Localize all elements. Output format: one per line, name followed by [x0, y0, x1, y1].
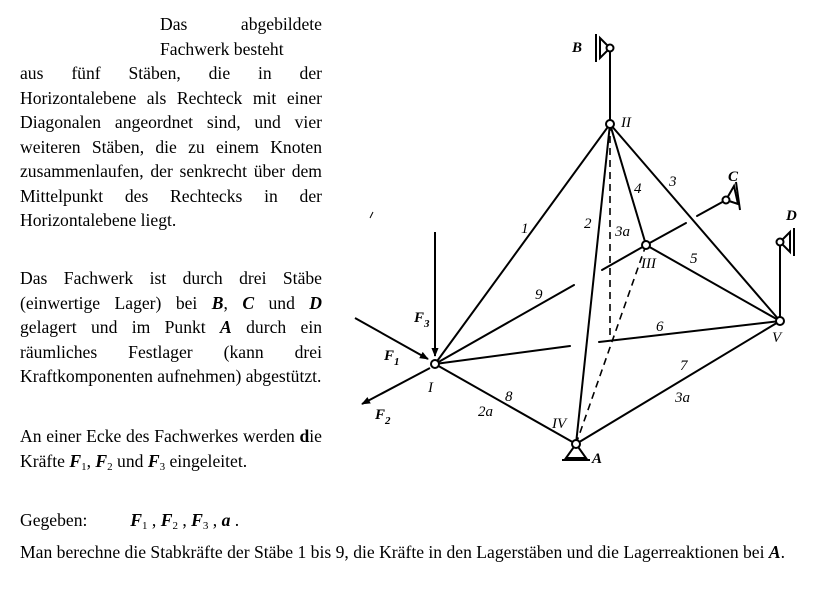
label-force-f1-letter: F	[384, 348, 395, 364]
label-force-f3	[413, 310, 430, 330]
label-node-iii: III	[641, 256, 656, 272]
support-c-symbol	[726, 182, 740, 210]
given-f2: F	[160, 510, 173, 530]
support-text-2: ,	[223, 292, 243, 313]
task-text-2: .	[780, 542, 786, 562]
label-node-iv: IV	[552, 416, 567, 432]
label-support-d: D	[786, 208, 797, 224]
bar-6a	[435, 346, 570, 364]
label-node-i: I	[428, 380, 433, 396]
support-label-b: B	[211, 292, 224, 313]
support-label-a: A	[220, 317, 232, 337]
support-text-3: und	[254, 292, 310, 313]
label-dim-3a-bottom: 3a	[675, 390, 690, 406]
label-force-f1	[383, 348, 400, 368]
given-f3: F	[191, 510, 203, 530]
bar-5	[646, 245, 780, 321]
given-end: .	[230, 510, 240, 530]
forces-f2-index: 2	[107, 460, 113, 473]
intro-first-line: Das abgebildete Fachwerk besteht	[160, 14, 322, 59]
label-force-f2-letter: F	[375, 407, 386, 423]
node-b	[607, 45, 614, 52]
forces-text-1: An einer Ecke des Fachwerkes werden	[20, 426, 300, 446]
bar-3	[610, 124, 780, 321]
node-ii	[606, 120, 614, 128]
label-force-f3-index: 3	[424, 318, 430, 330]
label-bar-5: 5	[690, 251, 698, 267]
label-force-f1-index: 1	[394, 356, 400, 368]
intro-rest: aus fünf Stäben, die in der Horizontalebene als Rechteck mit einer Diagonalen angeordnet sind, und vier weiteren Stäben, die zu einem Knoten zusammenlaufen, der senkrecht über dem Mittelpunkt des Rechtecks in der Horizontalebene liegt.	[20, 63, 322, 230]
forces-bold-d: d	[299, 426, 310, 446]
label-bar-3: 3	[669, 174, 677, 190]
support-bar-c-2	[697, 200, 726, 216]
support-text-4: gelagert und im Punkt	[20, 317, 221, 337]
support-label-d: D	[309, 292, 323, 313]
bar-6b	[599, 321, 780, 342]
bar-9a	[435, 285, 574, 364]
given-f1-index: 1	[141, 520, 148, 532]
node-iii	[642, 241, 650, 249]
label-dim-3a-top: 3a	[615, 224, 630, 240]
forces-comma: ,	[86, 450, 96, 471]
label-dim-2a: 2a	[478, 404, 493, 420]
force-arrow-f2	[362, 368, 430, 404]
forces-text-4: eingeleitet.	[165, 450, 248, 471]
label-bar-1: 1	[521, 221, 529, 237]
support-bar-c	[646, 223, 686, 245]
node-v	[776, 317, 784, 325]
label-bar-6: 6	[656, 319, 664, 335]
given-sep-2: ,	[177, 510, 187, 530]
given-f2-index: 2	[172, 520, 178, 532]
node-iv	[572, 440, 580, 448]
task-label-a: A	[768, 542, 781, 562]
label-force-f2	[374, 407, 391, 427]
given-sep-3: ,	[208, 510, 218, 530]
label-node-ii: II	[621, 115, 631, 131]
stray-mark	[370, 212, 373, 218]
label-node-v: V	[772, 330, 782, 346]
label-bar-7: 7	[680, 358, 688, 374]
given-label: Gegeben:	[20, 510, 88, 530]
node-i	[431, 360, 439, 368]
label-support-b: B	[572, 40, 583, 56]
bar-1	[435, 124, 610, 364]
forces-f3: F	[147, 450, 160, 471]
support-text-5: durch ein räumliches Festlager (kann drei Kraftkomponenten aufnehmen) abgestützt.	[20, 317, 323, 386]
forces-text-2: ie Kräfte	[20, 426, 322, 471]
label-support-c: C	[728, 169, 739, 185]
label-bar-9: 9	[535, 287, 543, 303]
given-a: a	[221, 510, 231, 530]
given-f1: F	[130, 510, 142, 530]
given-sep-1: ,	[147, 510, 157, 530]
forces-f1-index: 1	[81, 460, 87, 473]
label-force-f2-index: 2	[385, 415, 391, 427]
bar-7	[576, 321, 780, 444]
task-text-1: Man berechne die Stabkräfte der Stäbe 1 bis 9, die Kräfte in den Lagerstäben und die Lagerreaktionen bei	[20, 542, 769, 562]
forces-text-3: und	[112, 450, 148, 471]
forces-f1: F	[69, 450, 82, 471]
forces-f3-index: 3	[159, 460, 166, 473]
label-bar-4: 4	[634, 181, 642, 197]
bar-9b	[602, 245, 646, 270]
label-support-a: A	[592, 451, 603, 467]
support-text-1: Das Fachwerk ist durch drei Stäbe (einwertige Lager) bei	[20, 268, 322, 313]
support-label-c: C	[242, 292, 255, 313]
forces-f2: F	[95, 450, 108, 471]
label-bar-2: 2	[584, 216, 592, 232]
label-bar-8: 8	[505, 389, 513, 405]
node-c	[723, 197, 730, 204]
node-d	[777, 239, 784, 246]
label-force-f3-letter: F	[414, 310, 425, 326]
given-f3-index: 3	[202, 520, 209, 532]
